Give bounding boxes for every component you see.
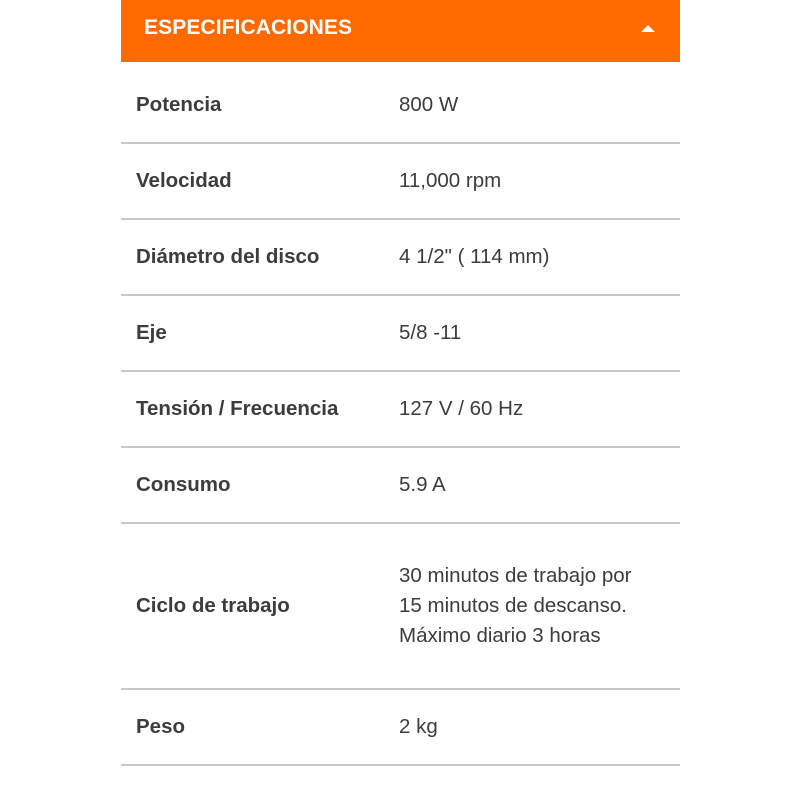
spec-row-peso [121,690,680,766]
spec-value: 11,000 rpm [399,169,502,192]
caret-up-icon[interactable] [641,25,655,32]
spec-value: 4 1/2" ( 114 mm) [399,245,550,268]
spec-label: Velocidad [136,169,232,192]
specifications-table [121,62,680,766]
spec-label: Potencia [136,93,222,116]
spec-label: Ciclo de trabajo [136,594,290,617]
spec-row-tension [121,372,680,448]
spec-row-eje [121,296,680,372]
spec-label: Tensión / Frecuencia [136,397,339,420]
spec-label: Eje [136,321,167,344]
spec-row-diametro [121,220,680,296]
specifications-accordion-header[interactable] [121,0,680,62]
spec-label: Peso [136,715,185,738]
spec-value: 2 kg [399,715,438,738]
spec-row-consumo [121,448,680,524]
specifications-title: ESPECIFICACIONES [144,16,353,39]
spec-value: 30 minutos de trabajo por 15 minutos de descanso. Máximo diario 3 horas [399,564,632,647]
spec-value: 5.9 A [399,473,446,496]
spec-value: 5/8 -11 [399,321,462,344]
spec-row-potencia [121,62,680,144]
spec-label: Diámetro del disco [136,245,320,268]
spec-row-ciclo [121,524,680,690]
spec-value: 800 W [399,93,459,116]
spec-value: 127 V / 60 Hz [399,397,524,420]
spec-label: Consumo [136,473,231,496]
spec-row-velocidad [121,144,680,220]
specifications-panel [121,0,680,766]
